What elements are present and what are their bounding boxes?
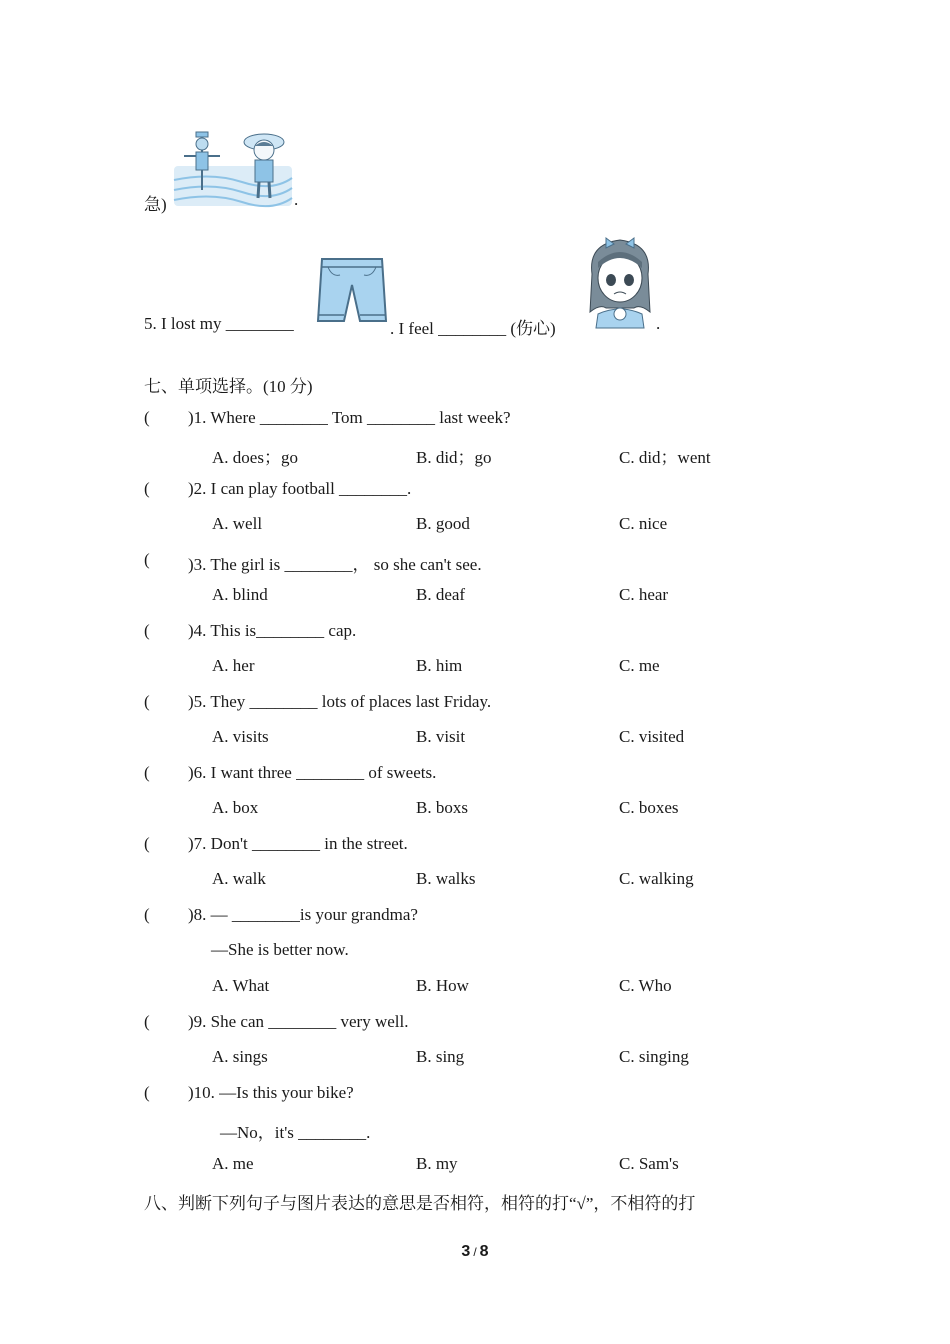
option-a: A. does；go — [212, 448, 298, 467]
answer-paren[interactable]: ( — [144, 479, 150, 498]
answer-paren[interactable]: ( — [144, 834, 150, 853]
blue-shorts-picture — [314, 255, 390, 331]
question-text: )3. The girl is ________， so she can't see. — [188, 555, 482, 574]
option-a: A. her — [212, 656, 255, 675]
question-text: )7. Don't ________ in the street. — [188, 834, 408, 853]
option-c: C. me — [619, 656, 660, 675]
item5-start: 5. I lost my ________ — [144, 314, 294, 333]
option-b: B. did；go — [416, 448, 492, 467]
option-b: B. boxs — [416, 798, 468, 817]
page-separator: / — [473, 1245, 477, 1259]
answer-paren[interactable]: ( — [144, 1012, 150, 1031]
question-text: )1. Where ________ Tom ________ last week? — [188, 408, 511, 427]
option-b: B. How — [416, 976, 469, 995]
question-text: )5. They ________ lots of places last Friday. — [188, 692, 492, 711]
question-text: )2. I can play football ________. — [188, 479, 412, 498]
question-text: )8. — ________is your grandma? — [188, 905, 418, 924]
option-a: A. walk — [212, 869, 266, 888]
option-b: B. good — [416, 514, 470, 533]
option-b: B. him — [416, 656, 463, 675]
option-a: A. What — [212, 976, 270, 995]
option-b: B. deaf — [416, 585, 466, 604]
line4-fragment: 急) — [144, 195, 167, 214]
answer-paren[interactable]: ( — [144, 905, 150, 924]
option-c: C. visited — [619, 727, 685, 746]
option-c: C. Who — [619, 976, 672, 995]
answer-paren[interactable]: ( — [144, 408, 150, 427]
item5-end: . — [656, 314, 661, 333]
page-number — [0, 1243, 950, 1261]
item5-middle: . I feel ________ (伤心) — [390, 319, 556, 338]
option-a: A. well — [212, 514, 263, 533]
option-c: C. did；went — [619, 448, 711, 467]
option-b: B. walks — [416, 869, 476, 888]
answer-paren[interactable]: ( — [144, 550, 150, 569]
option-c: C. singing — [619, 1047, 689, 1066]
answer-paren[interactable]: ( — [144, 1083, 150, 1102]
answer-paren[interactable]: ( — [144, 692, 150, 711]
option-a: A. visits — [212, 727, 269, 746]
question-reply: —She is better now. — [211, 940, 349, 959]
option-b: B. visit — [416, 727, 466, 746]
sad-girl-crying-picture — [584, 234, 656, 330]
section8-heading: 八、判断下列句子与图片表达的意思是否相符，相符的打“√”，不相符的打 — [144, 1194, 696, 1213]
page-current: 3 — [461, 1243, 471, 1260]
answer-paren[interactable]: ( — [144, 763, 150, 782]
option-a: A. me — [212, 1154, 254, 1173]
option-c: C. Sam's — [619, 1154, 679, 1173]
option-c: C. hear — [619, 585, 669, 604]
question-text: )4. This is________ cap. — [188, 621, 357, 640]
page-total: 8 — [479, 1243, 489, 1260]
question-text: )10. —Is this your bike? — [188, 1083, 354, 1102]
line4-end: . — [294, 190, 299, 209]
option-c: C. boxes — [619, 798, 679, 817]
option-a: A. sings — [212, 1047, 268, 1066]
question-text: )9. She can ________ very well. — [188, 1012, 409, 1031]
section7-heading: 七、单项选择。(10 分) — [144, 377, 313, 396]
option-b: B. sing — [416, 1047, 465, 1066]
answer-paren[interactable]: ( — [144, 621, 150, 640]
option-c: C. walking — [619, 869, 694, 888]
option-a: A. box — [212, 798, 259, 817]
question-text: )6. I want three ________ of sweets. — [188, 763, 437, 782]
question-reply: —No，it's ________. — [220, 1123, 371, 1142]
option-a: A. blind — [212, 585, 268, 604]
scarecrow-and-boy-in-field-picture — [172, 128, 294, 208]
option-b: B. my — [416, 1154, 458, 1173]
option-c: C. nice — [619, 514, 668, 533]
